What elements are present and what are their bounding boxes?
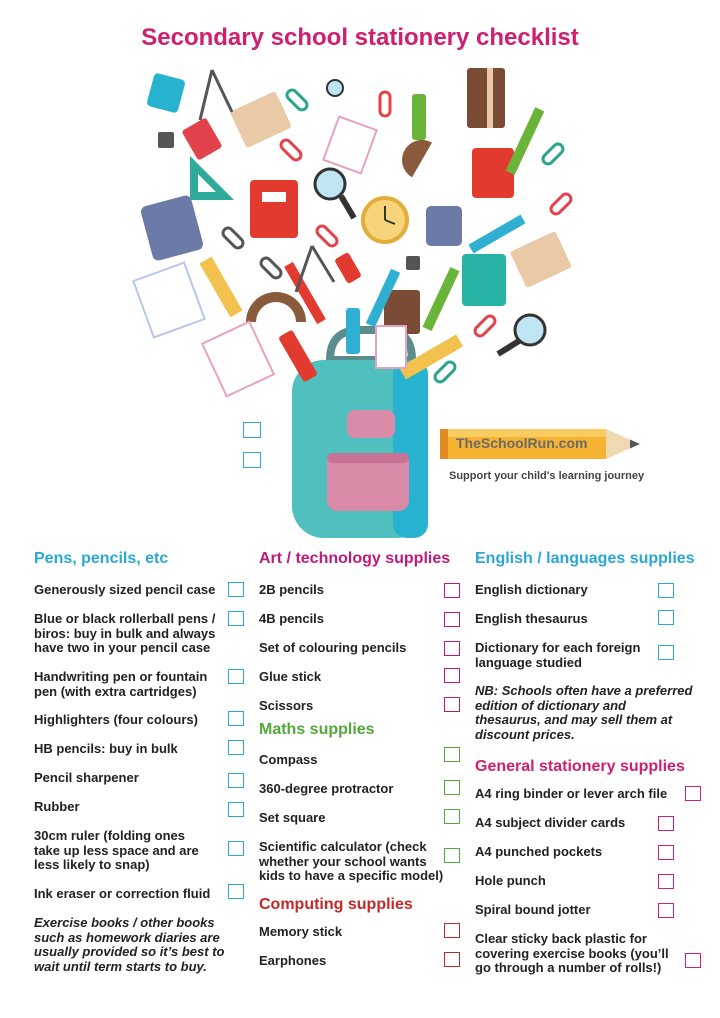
compass-icon xyxy=(200,70,232,120)
section-heading-computing: Computing supplies xyxy=(259,896,413,913)
eraser-icon xyxy=(146,72,186,113)
checkbox[interactable] xyxy=(658,816,674,831)
checkbox[interactable] xyxy=(228,611,244,626)
checkbox[interactable] xyxy=(228,802,244,817)
marker-icon xyxy=(334,252,362,284)
checklist-item: A4 subject divider cards xyxy=(475,816,705,845)
checklist-item: Handwriting pen or fountain pen (with extra cartridges) xyxy=(34,670,248,713)
checklist-item: Dictionary for each foreign language studied xyxy=(475,641,705,684)
checklist-item: Hole punch xyxy=(475,874,705,903)
checkbox[interactable] xyxy=(243,452,261,468)
paper-icon xyxy=(133,263,204,338)
checkbox[interactable] xyxy=(444,668,460,683)
sharpener-icon xyxy=(406,256,420,270)
backpack-icon xyxy=(292,330,428,538)
sharpener-icon xyxy=(158,132,174,148)
checklist-item: Compass xyxy=(259,753,464,782)
checkbox[interactable] xyxy=(658,845,674,860)
section-heading-english: English / languages supplies xyxy=(475,550,695,567)
paper-icon xyxy=(323,117,376,174)
magnifier-icon xyxy=(315,169,354,218)
eraser-icon xyxy=(181,117,222,160)
checklist-item: Blue or black rollerball pens / biros: buy in bulk and always have two in your pencil case xyxy=(34,612,248,670)
checkbox[interactable] xyxy=(658,874,674,889)
checkbox[interactable] xyxy=(444,952,460,967)
checkbox[interactable] xyxy=(444,583,460,598)
checklist-item: Scientific calculator (check whether your school wants kids to have a specific model) xyxy=(259,840,464,894)
calculator-icon xyxy=(140,194,205,262)
checkbox[interactable] xyxy=(685,786,701,801)
checkbox[interactable] xyxy=(444,612,460,627)
checkbox[interactable] xyxy=(228,582,244,597)
checklist-item: Pencil sharpener xyxy=(34,771,248,800)
checkbox[interactable] xyxy=(658,903,674,918)
set-square-icon xyxy=(190,156,234,200)
checklist-item: A4 punched pockets xyxy=(475,845,705,874)
checklist-item: English dictionary xyxy=(475,583,705,612)
notebook-icon xyxy=(250,180,298,238)
checkbox[interactable] xyxy=(228,740,244,755)
checklist-item: A4 ring binder or lever arch file xyxy=(475,787,705,816)
logo-text: TheSchoolRun.com xyxy=(456,435,588,451)
note-dictionary: NB: Schools often have a preferred edition of dictionary and thesaurus, and may sell them at discount prices. xyxy=(475,683,693,742)
checkbox[interactable] xyxy=(444,780,460,795)
section-heading-maths: Maths supplies xyxy=(259,721,375,738)
checkbox[interactable] xyxy=(228,841,244,856)
checkbox[interactable] xyxy=(685,953,701,968)
checklist-item: Clear sticky back plastic for covering exercise books (you’ll go through a number of rolls!) xyxy=(475,932,705,976)
marker-icon xyxy=(412,94,426,140)
marker-icon xyxy=(346,308,360,354)
checkbox[interactable] xyxy=(658,645,674,660)
checkbox[interactable] xyxy=(444,641,460,656)
checkbox[interactable] xyxy=(658,583,674,598)
checkbox[interactable] xyxy=(658,610,674,625)
book-icon xyxy=(510,231,572,288)
checklist-item: Highlighters (four colours) xyxy=(34,713,248,742)
section-heading-art: Art / technology supplies xyxy=(259,550,451,567)
checklist-item: Spiral bound jotter xyxy=(475,903,705,932)
checkbox[interactable] xyxy=(444,923,460,938)
checklist-item: 30cm ruler (folding ones take up less space and are less likely to snap) xyxy=(34,829,248,887)
checkbox[interactable] xyxy=(228,711,244,726)
checklist-item: Earphones xyxy=(259,954,464,983)
checkbox[interactable] xyxy=(444,809,460,824)
section-heading-general: General stationery supplies xyxy=(475,758,685,775)
book-icon xyxy=(467,68,505,128)
pencil-icon xyxy=(469,215,526,254)
checklist-item: Memory stick xyxy=(259,925,464,954)
notebook-icon xyxy=(462,254,506,306)
protractor-icon xyxy=(246,292,306,322)
checklist-item: Set of colouring pencils xyxy=(259,641,464,670)
magnifier-icon xyxy=(327,80,343,96)
checklist-item: 2B pencils xyxy=(259,583,464,612)
checkbox[interactable] xyxy=(444,697,460,712)
paper-icon xyxy=(202,322,274,397)
checklist-item: HB pencils: buy in bulk xyxy=(34,742,248,771)
checklist-item: Generously sized pencil case xyxy=(34,583,248,612)
checklist-item: 360-degree protractor xyxy=(259,782,464,811)
checklist-item: Glue stick xyxy=(259,670,464,699)
column-english-general xyxy=(475,548,705,976)
paper-icon xyxy=(376,326,406,368)
checkbox[interactable] xyxy=(228,773,244,788)
checklist-item: Set square xyxy=(259,811,464,840)
checkbox[interactable] xyxy=(228,884,244,899)
page-title: Secondary school stationery checklist xyxy=(141,24,579,51)
notebook-icon xyxy=(472,148,514,198)
checklist-item: English thesaurus xyxy=(475,612,705,641)
checkbox[interactable] xyxy=(444,747,460,762)
pencil-icon xyxy=(506,107,545,175)
checklist-item: 4B pencils xyxy=(259,612,464,641)
checklist-item: Rubber xyxy=(34,800,248,829)
section-heading-pens: Pens, pencils, etc xyxy=(34,550,169,567)
checkbox[interactable] xyxy=(243,422,261,438)
checklist-item: Scissors xyxy=(259,699,464,719)
magnifier-icon xyxy=(498,315,545,354)
ruler-icon xyxy=(199,257,242,318)
tagline: Support your child's learning journey xyxy=(449,470,645,482)
note-exercise-books: Exercise books / other books such as homework diaries are usually provided so it’s best to wait until term starts to buy. xyxy=(34,915,225,974)
checklist-item: Ink eraser or correction fluid xyxy=(34,887,248,916)
checkbox[interactable] xyxy=(444,848,460,863)
column-art-maths-computing xyxy=(259,548,464,983)
checkbox[interactable] xyxy=(228,669,244,684)
column-pens xyxy=(34,548,248,974)
clock-icon xyxy=(363,198,407,242)
pencil-icon xyxy=(423,267,460,331)
calculator-icon xyxy=(426,206,462,246)
